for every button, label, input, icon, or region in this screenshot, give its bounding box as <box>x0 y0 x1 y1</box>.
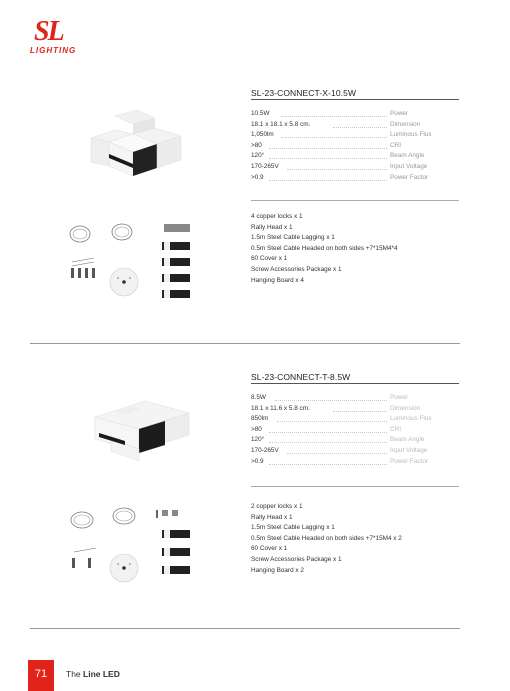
accessory-item: 4 copper locks x 1 <box>251 213 303 220</box>
spec-value: 850lm <box>251 415 269 423</box>
spec-row <box>251 447 459 458</box>
spec-value: >0.9 <box>251 173 264 181</box>
spec-row <box>251 426 459 437</box>
spec-row <box>251 436 459 447</box>
spec-row <box>251 163 459 174</box>
brand-logo <box>28 16 88 58</box>
spec-row <box>251 152 459 163</box>
spec-label: Input Voltage <box>390 162 428 170</box>
x-connector-image <box>85 108 185 190</box>
spec-row <box>251 458 459 469</box>
spec-value: 8.5W <box>251 394 266 401</box>
spec-row <box>251 142 459 153</box>
spec-label: Dimension <box>390 120 421 128</box>
spec-label: Power <box>390 110 409 117</box>
accessory-item: Screw Accessories Package x 1 <box>251 265 342 273</box>
spec-row <box>251 174 459 185</box>
spec-row <box>251 405 459 416</box>
spec-value: 18.1 x 11.6 x 5.8 cm. <box>251 404 310 412</box>
spec-list <box>251 394 459 468</box>
spec-label: Dimension <box>390 404 421 412</box>
spec-value: 170-265V <box>251 162 279 170</box>
t-connector-image <box>85 387 195 469</box>
page-number: 71 <box>28 660 54 691</box>
accessory-item: 1.5m Steel Cable Lagging x 1 <box>251 524 335 532</box>
spec-row <box>251 394 459 405</box>
spec-label: Luminous Flux <box>390 131 432 139</box>
accessories-image <box>66 222 196 302</box>
spec-value: 170-265V <box>251 446 279 454</box>
spec-value: >80 <box>251 425 262 433</box>
spec-value: 1,050lm <box>251 131 274 139</box>
page-footer <box>28 660 508 691</box>
spec-label: CRI <box>390 425 402 433</box>
spec-list <box>251 110 459 184</box>
footer-bold: Line LED <box>83 669 120 679</box>
spec-value: 18.1 x 18.1 x 5.8 cm. <box>251 120 311 128</box>
spec-label: Input Voltage <box>390 446 428 454</box>
accessory-item: Hanging Board x 4 <box>251 276 304 284</box>
product-title: SL-23-CONNECT-T-8.5W <box>251 372 459 384</box>
accessory-item: Hanging Board x 2 <box>251 566 304 574</box>
accessory-item: 0.5m Steel Cable Headed on both sides +7*15M4 x 2 <box>251 534 402 542</box>
footer-title <box>66 669 120 679</box>
accessory-item: 60 Cover x 1 <box>251 255 288 263</box>
spec-label: Power <box>390 394 409 401</box>
accessory-item: Rally Head x 1 <box>251 223 293 231</box>
accessories-image <box>66 506 196 586</box>
accessory-item: Screw Accessories Package x 1 <box>251 555 342 563</box>
spec-row <box>251 121 459 132</box>
footer-prefix: The <box>66 669 84 679</box>
spec-row <box>251 415 459 426</box>
spec-value: 120° <box>251 152 265 160</box>
product-separator <box>30 343 460 344</box>
accessory-item: 60 Cover x 1 <box>251 545 288 553</box>
spec-row <box>251 131 459 142</box>
logo-mark: SL <box>34 16 63 47</box>
spec-value: 10.5W <box>251 110 270 117</box>
accessory-list <box>251 502 471 576</box>
section-rule <box>251 200 459 201</box>
spec-label: Power Factor <box>390 457 429 465</box>
spec-value: >0.9 <box>251 457 264 465</box>
spec-label: Power Factor <box>390 173 429 181</box>
accessory-item: Rally Head x 1 <box>251 513 293 521</box>
accessory-item: 2 copper locks x 1 <box>251 503 303 510</box>
page-separator <box>30 628 460 629</box>
product-title: SL-23-CONNECT-X-10.5W <box>251 88 459 100</box>
accessory-list <box>251 212 471 286</box>
accessory-item: 0.5m Steel Cable Headed on both sides +7*15M4*4 <box>251 244 398 252</box>
spec-label: Luminous Flux <box>390 415 432 423</box>
spec-label: Beam Angle <box>390 152 425 160</box>
accessory-item: 1.5m Steel Cable Lagging x 1 <box>251 234 335 242</box>
spec-label: CRI <box>390 141 402 149</box>
spec-label: Beam Angle <box>390 436 425 444</box>
section-rule <box>251 486 459 487</box>
logo-subtext: LIGHTING <box>30 46 77 55</box>
spec-value: 120° <box>251 436 265 444</box>
spec-row <box>251 110 459 121</box>
spec-value: >80 <box>251 141 262 149</box>
